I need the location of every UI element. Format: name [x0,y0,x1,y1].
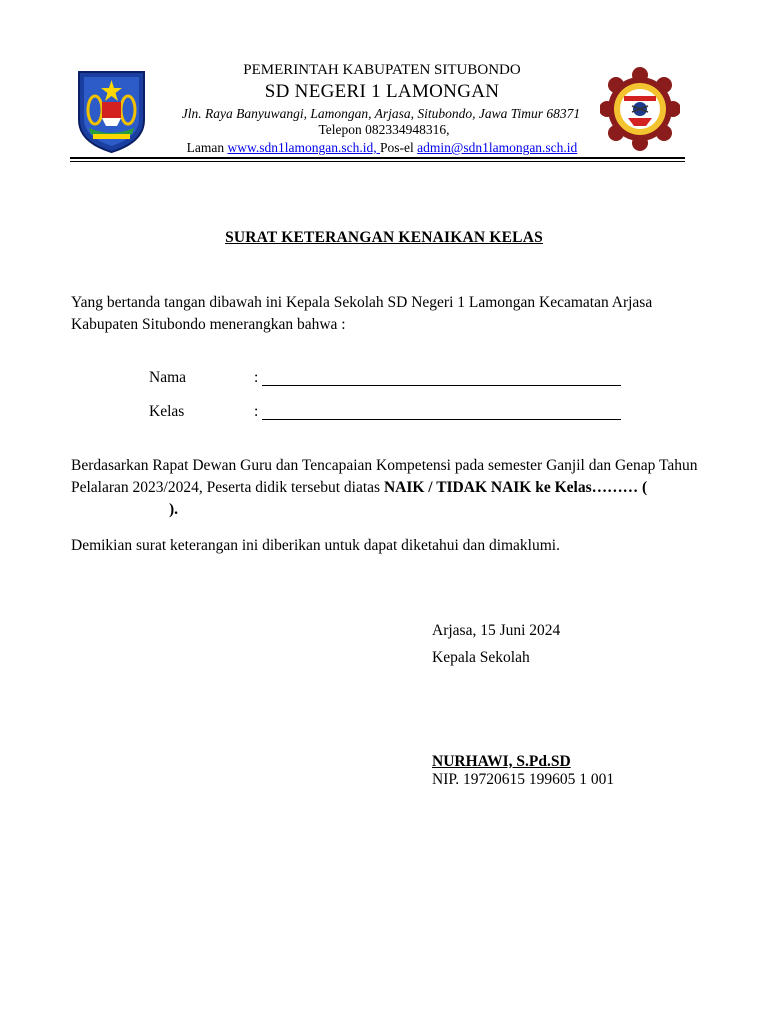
header-rule-thick [70,157,685,159]
name-label: Nama [149,369,187,386]
intro-paragraph: Yang bertanda tangan dibawah ini Kepala Sekolah SD Negeri 1 Lamongan Kecamatan Arjasa Kabupaten Situbondo menerangkan bahwa : [71,294,653,333]
website-link[interactable]: www.sdn1lamongan.sch.id, [227,140,381,155]
header-address: Jln. Raya Banyuwangi, Lamongan, Arjasa, Situbondo, Jawa Timur 68371 [181,106,581,121]
class-suffix: ). [169,501,179,518]
signature-place-date: Arjasa, 15 Juni 2024 [432,622,561,639]
name-separator: : [254,369,259,386]
header-contact-line [0,140,766,156]
decision-text: Berdasarkan Rapat Dewan Guru dan Tencapaian Kompetensi pada semester Ganjil dan Genap Tahun Pelalaran 2023/2024, Peserta didik tersebut diatas [71,457,698,496]
name-fill-line [262,385,621,386]
email-label: Pos-el [380,140,418,155]
header-phone: Telepon 082334948316, [318,122,450,137]
header-rule-thin [70,161,685,162]
signature-nip: NIP. 19720615 199605 1 001 [432,771,615,788]
letter-title: SURAT KETERANGAN KENAIKAN KELAS [225,229,543,246]
header-school-name: SD NEGERI 1 LAMONGAN [264,81,500,102]
email-link[interactable]: admin@sdn1lamongan.sch.id [417,140,578,155]
class-separator: : [254,403,259,420]
status-text: NAIK / TIDAK NAIK [383,479,532,496]
class-fill-line [262,419,621,420]
header-government: PEMERINTAH KABUPATEN SITUBONDO [243,62,521,78]
closing-paragraph: Demikian surat keterangan ini diberikan untuk dapat diketahui dan dimaklumi. [71,537,560,554]
principal-name: NURHAWI, S.Pd.SD [432,753,571,770]
signature-position: Kepala Sekolah [432,649,530,666]
signature-name [432,753,571,771]
class-prefix: ke Kelas……… ( [531,479,648,496]
class-label: Kelas [149,403,185,420]
decision-paragraph [71,455,701,521]
web-label: Laman [186,140,228,155]
